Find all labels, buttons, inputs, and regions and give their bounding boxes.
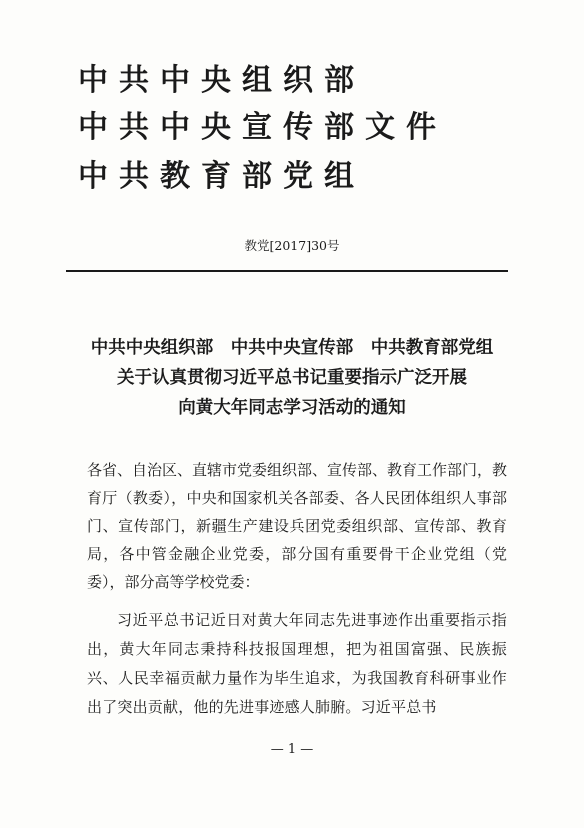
document-number: 教党[2017]30号 [244, 238, 340, 253]
issuer-header-line-1: 中共中央组织部 [78, 63, 365, 98]
document-title-line-2: 关于认真贯彻习近平总书记重要指示广泛开展 [117, 368, 467, 388]
body-paragraph: 习近平总书记近日对黄大年同志先进事迹作出重要指示指出，黄大年同志秉持科技报国理想，把为祖国富强、民族振兴、人民幸福贡献力量作为毕生追求，为我国教育科研事业作出了突出贡献，他的先进事迹感人肺腑。习近平总书 [87, 611, 507, 716]
issuer-header-line-3: 中共教育部党组 [78, 159, 365, 194]
document-title-line-1: 中共中央组织部 中共中央宣传部 中共教育部党组 [90, 338, 494, 358]
page-number: — 1 — [270, 742, 314, 757]
header-divider [66, 270, 508, 272]
document-title-line-3: 向黄大年同志学习活动的通知 [178, 398, 406, 418]
issuer-header-line-2: 中共中央宣传部文件 [78, 110, 447, 145]
addressee-paragraph: 各省、自治区、直辖市党委组织部、宣传部、教育工作部门，教育厅（教委），中央和国家机关各部委、各人民团体组织人事部门、宣传部门，新疆生产建设兵团党委组织部、宣传部、教育局，各中管金融企业党委，部分国有重要骨干企业党组（党委），部分高等学校党委： [87, 461, 508, 591]
